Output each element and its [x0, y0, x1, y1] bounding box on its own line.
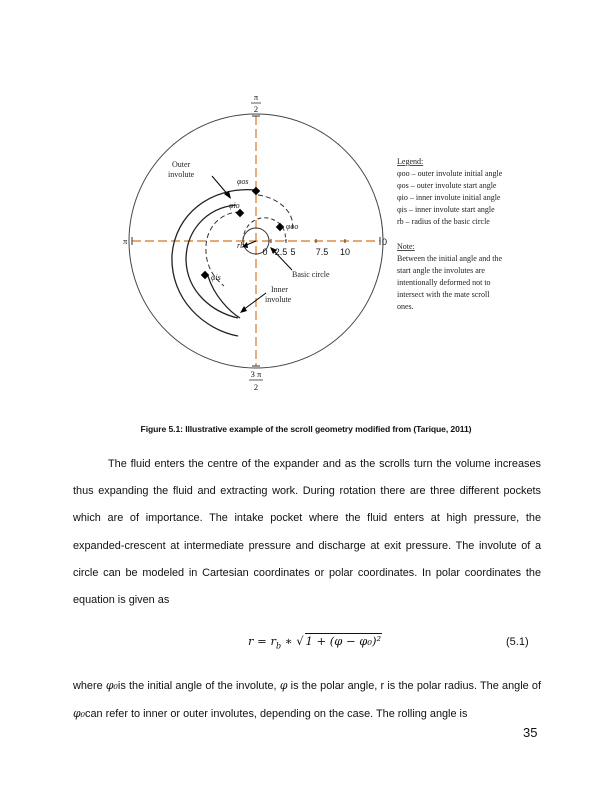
p2-phi0-2: φ₀	[73, 707, 85, 721]
equation-number: (5.1)	[506, 636, 529, 648]
axis-label-bottom-den: 2	[253, 382, 259, 392]
note-line: start angle the involutes are	[397, 266, 485, 275]
axis-label-left: π	[123, 236, 128, 246]
equation-lhs: r = r	[248, 634, 276, 648]
legend-title: Legend:	[397, 157, 424, 166]
p2-phi: φ	[279, 679, 288, 692]
figure-note	[397, 242, 503, 311]
equation-sub-b: b	[275, 641, 282, 651]
radial-tick-5: 5	[290, 247, 296, 257]
body-paragraph-2	[73, 672, 541, 728]
marker-phi-os	[252, 187, 260, 195]
figure-caption: Figure 5.1: Illustrative example of the scroll geometry modified from (Tarique, 2011)	[140, 424, 472, 434]
axis-label-top-den: 2	[253, 104, 259, 114]
radial-tick-7-5: 7.5	[315, 247, 329, 257]
p2-text-a: where	[73, 680, 106, 692]
label-inner-involute-1: Inner	[271, 285, 288, 294]
p2-text-c: is the polar angle, r is the polar radius. The angle of	[287, 680, 541, 692]
note-line: Between the initial angle and the	[397, 254, 503, 263]
note-line: ones.	[397, 302, 414, 311]
label-inner-involute-2: involute	[265, 295, 292, 304]
label-phi-oo: φoo	[286, 222, 299, 231]
figure-legend	[397, 157, 503, 226]
label-outer-involute-1: Outer	[172, 160, 191, 169]
radial-tick-10: 10	[339, 247, 351, 257]
legend-item: rb – radius of the basic circle	[397, 217, 490, 226]
label-outer-involute-2: involute	[168, 170, 195, 179]
p2-text-d: can refer to inner or outer involutes, depending on the case. The rolling angle is	[85, 708, 468, 721]
inner-involute-curve	[208, 276, 240, 318]
note-title: Note:	[397, 242, 415, 251]
marker-phi-oo	[276, 223, 284, 231]
label-phi-is: φis	[211, 273, 221, 282]
radial-tick-0: 0	[262, 247, 268, 257]
radial-tick-2-5: 2.5	[274, 247, 288, 257]
label-phi-io: φio	[229, 201, 240, 210]
marker-phi-io	[236, 209, 244, 217]
note-line: intersect with the mate scroll	[397, 290, 490, 299]
legend-item: φoo – outer involute initial angle	[397, 169, 503, 178]
body-paragraph-1: The fluid enters the centre of the expander and as the scrolls turn the volume increases thus expanding the fluid and extracting work. During rotation there are three different pockets which are of importance. The intake pocket where the fluid enters at high pressure, the expanded-crescent at intermediate pressure and discharge at exit pressure. The involute of a circle can be modeled in Cartesian coordinates or polar coordinates. In polar coordinates the equation is given as	[73, 458, 541, 607]
axis-label-right: 0	[382, 237, 388, 247]
legend-item: φio – inner involute initial angle	[397, 193, 501, 202]
legend-item: φos – outer involute start angle	[397, 181, 497, 190]
note-line: intentionally deformed not to	[397, 278, 491, 287]
legend-item: φis – inner involute start angle	[397, 205, 495, 214]
label-rb: rb	[237, 241, 245, 250]
label-basic-circle: Basic circle	[292, 270, 330, 279]
equation-radicand: 1 + (φ − φ₀)²	[305, 634, 382, 648]
axis-label-top-num: π	[253, 92, 259, 102]
equation-5-1	[248, 633, 382, 650]
label-phi-os: φos	[237, 177, 249, 186]
equation-op: ∗ √	[281, 634, 304, 648]
p2-phi0: φ₀	[105, 679, 118, 692]
axis-label-bottom-num: 3 π	[250, 369, 262, 379]
page-number: 35	[523, 725, 538, 740]
p2-text-b: is the initial angle of the involute,	[117, 680, 280, 692]
